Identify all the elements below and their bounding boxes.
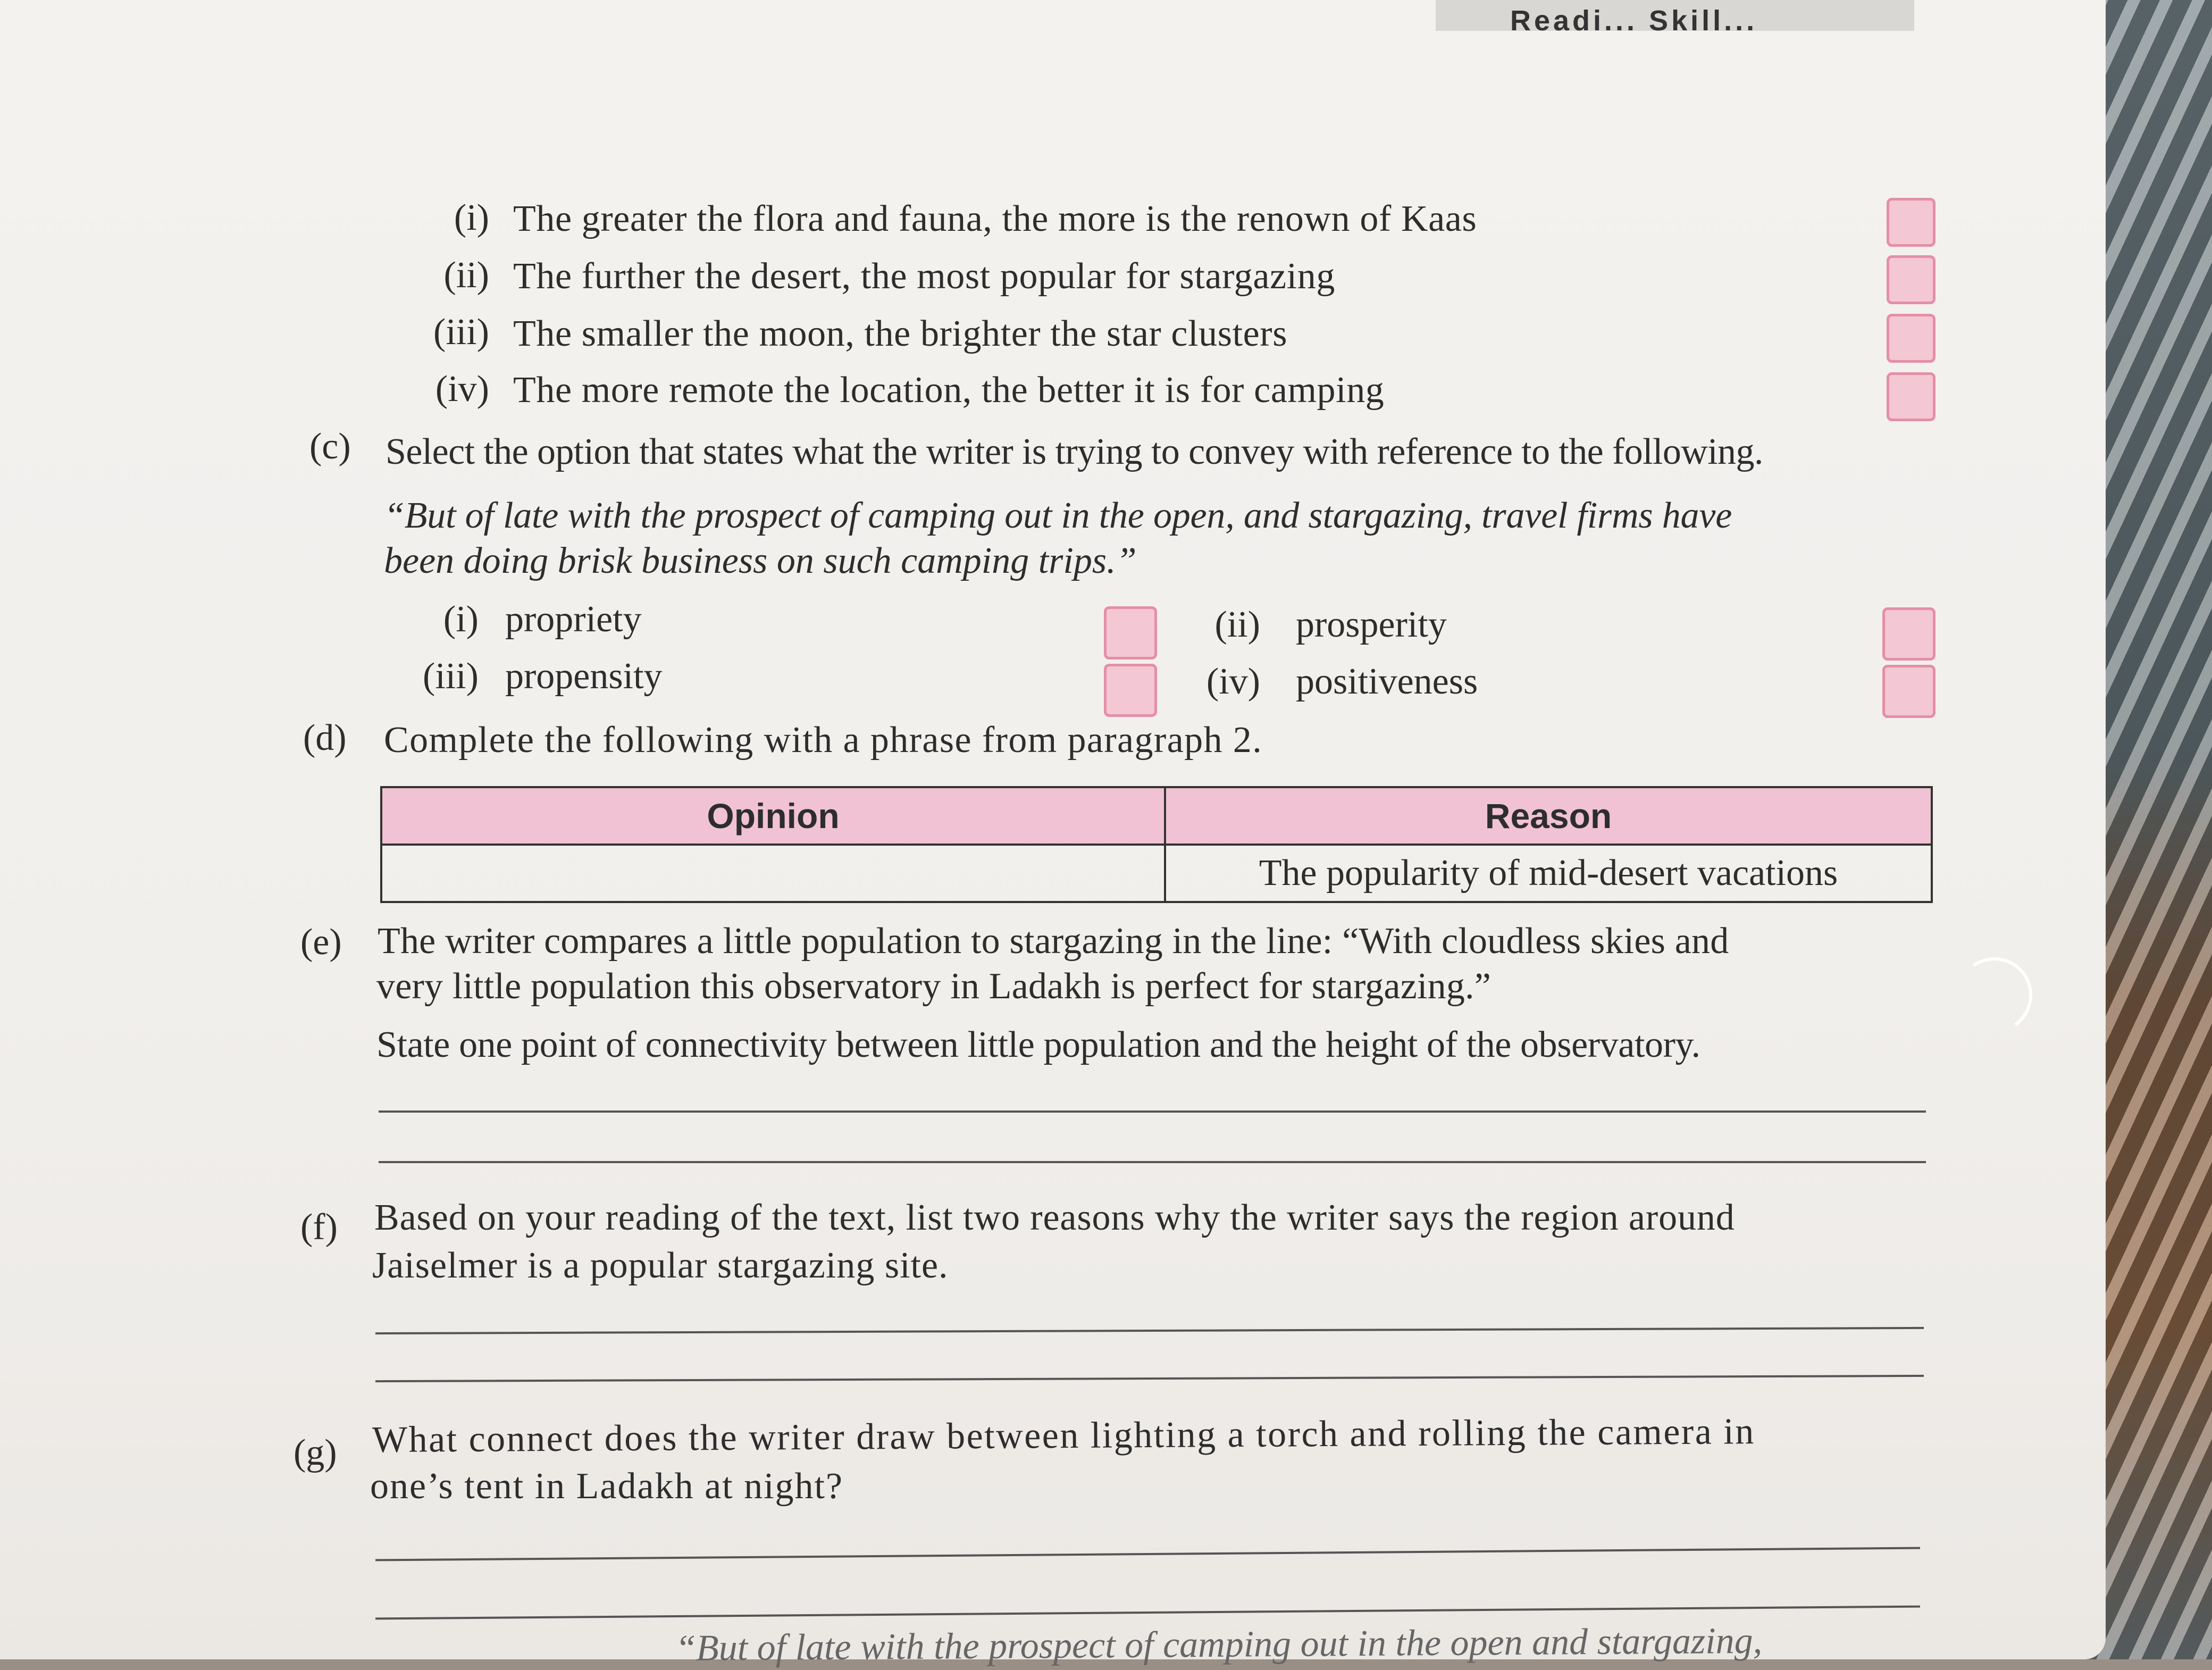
opinion-reason-table [380,786,1933,903]
partial-quote-text: “But of late with the prospect of camping out in the open and stargazing, [675,1620,1763,1669]
quote-text: “But of late with the prospect of camping out in the open, and stargazing, travel firms have [384,495,1732,536]
option-text: The smaller the moon, the brighter the star clusters [513,313,1288,354]
question-text: The writer compares a little population to stargazing in the line: “With cloudless skies and [378,921,1729,962]
question-text: State one point of connectivity between little population and the height of the observatory. [376,1024,1700,1065]
option-number: (i) [454,197,489,238]
option-text: The further the desert, the most popular for stargazing [513,256,1335,297]
answer-line[interactable] [375,1327,1924,1334]
table-header-reason: Reason [1165,787,1932,845]
option-number: (iv) [1206,661,1260,702]
answer-checkbox[interactable] [1887,255,1936,304]
option-text: propensity [505,656,663,697]
option-number: (ii) [443,255,489,296]
question-label: (e) [300,922,342,963]
question-text: very little population this observatory in Ladakh is perfect for stargazing.” [376,966,1491,1007]
option-text: positiveness [1296,661,1478,702]
answer-checkbox[interactable] [1104,606,1157,659]
question-text: Select the option that states what the writer is trying to convey with reference to the following. [386,431,1763,472]
answer-line[interactable] [379,1110,1926,1113]
question-text: Jaiselmer is a popular stargazing site. [372,1245,949,1286]
option-number: (iii) [423,656,479,697]
option-text: propriety [505,599,642,640]
option-text: The more remote the location, the better it is for camping [513,370,1385,411]
answer-checkbox[interactable] [1104,664,1157,717]
option-text: prosperity [1296,604,1447,645]
answer-checkbox[interactable] [1887,314,1936,363]
table-cell-reason: The popularity of mid-desert vacations [1165,845,1932,902]
question-label: (c) [309,426,351,467]
answer-line[interactable] [375,1606,1920,1620]
header-tab-text: Readi... Skill... [1510,5,1758,37]
option-number: (ii) [1214,604,1260,645]
option-text: The greater the flora and fauna, the more is the renown of Kaas [513,198,1477,239]
question-text: Complete the following with a phrase from paragraph 2. [384,720,1263,761]
answer-line[interactable] [375,1547,1920,1562]
question-label: (f) [300,1207,338,1248]
quote-text: been doing brisk business on such camping trips.” [384,540,1137,581]
question-label: (d) [303,717,347,758]
answer-checkbox[interactable] [1887,372,1936,421]
answer-checkbox[interactable] [1882,607,1936,661]
table-header-opinion: Opinion [381,787,1165,845]
answer-line[interactable] [375,1375,1924,1382]
option-number: (iv) [435,369,489,410]
question-text: Based on your reading of the text, list two reasons why the writer says the region around [374,1197,1735,1238]
question-text: What connect does the writer draw between lighting a torch and rolling the camera in [372,1411,1755,1460]
question-text: one’s tent in Ladakh at night? [370,1466,844,1507]
answer-checkbox[interactable] [1887,198,1936,247]
question-label: (g) [294,1432,337,1473]
header-tab [1436,0,1914,37]
option-number: (i) [443,599,479,640]
answer-cell-opinion[interactable] [381,845,1165,902]
option-number: (iii) [433,312,489,353]
answer-line[interactable] [379,1161,1926,1163]
answer-checkbox[interactable] [1882,665,1936,718]
